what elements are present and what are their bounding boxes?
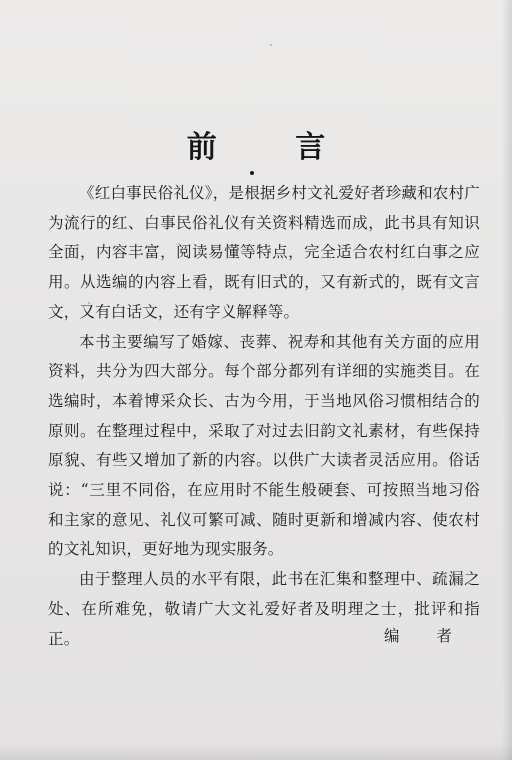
paragraph-1: 《红白事民俗礼仪》，是根据乡村文礼爱好者珍藏和农村广为流行的红、白事民俗礼仪有关资料精选而成，此书具有知识全面，内容丰富，阅读易懂等特点，完全适合农村红白事之应用。从选编的内容上看，既有旧式的，又有新式的，既有文言文，又有白话文，还有字义解释等。 <box>48 184 480 321</box>
page-title: 前 言 <box>186 130 360 165</box>
paragraph-2: 本书主要编写了婚嫁、丧葬、祝寿和其他有关方面的应用资料，共分为四大部分。每个部分都列有详细的实施类目。在选编时，本着博采众长、古为今用，于当地风俗习惯相结合的原则。在整理过程中，采取了对过去旧韵文礼素材，有些保持原貌、有些又增加了新的内容。以供广大读者灵活应用。俗话说：“三里不同俗，在应用时不能生般硬套、可按照当地习俗和主家的意见、礼仪可繁可减、随时更新和增减内容、使农村的文礼知识，更好地为现实服务。 <box>48 332 480 559</box>
scan-speck <box>270 44 272 46</box>
author-signature: 编 者 <box>384 627 468 645</box>
title-dot-ornament <box>250 171 254 175</box>
preface-body <box>48 179 480 654</box>
scan-speck <box>88 302 90 304</box>
paragraph-3: 由于整理人员的水平有限，此书在汇集和整理中、疏漏之处、在所难免，敬请广大文礼爱好者及明理之士，批评和指正。 <box>48 570 480 648</box>
scan-speck <box>456 408 458 410</box>
